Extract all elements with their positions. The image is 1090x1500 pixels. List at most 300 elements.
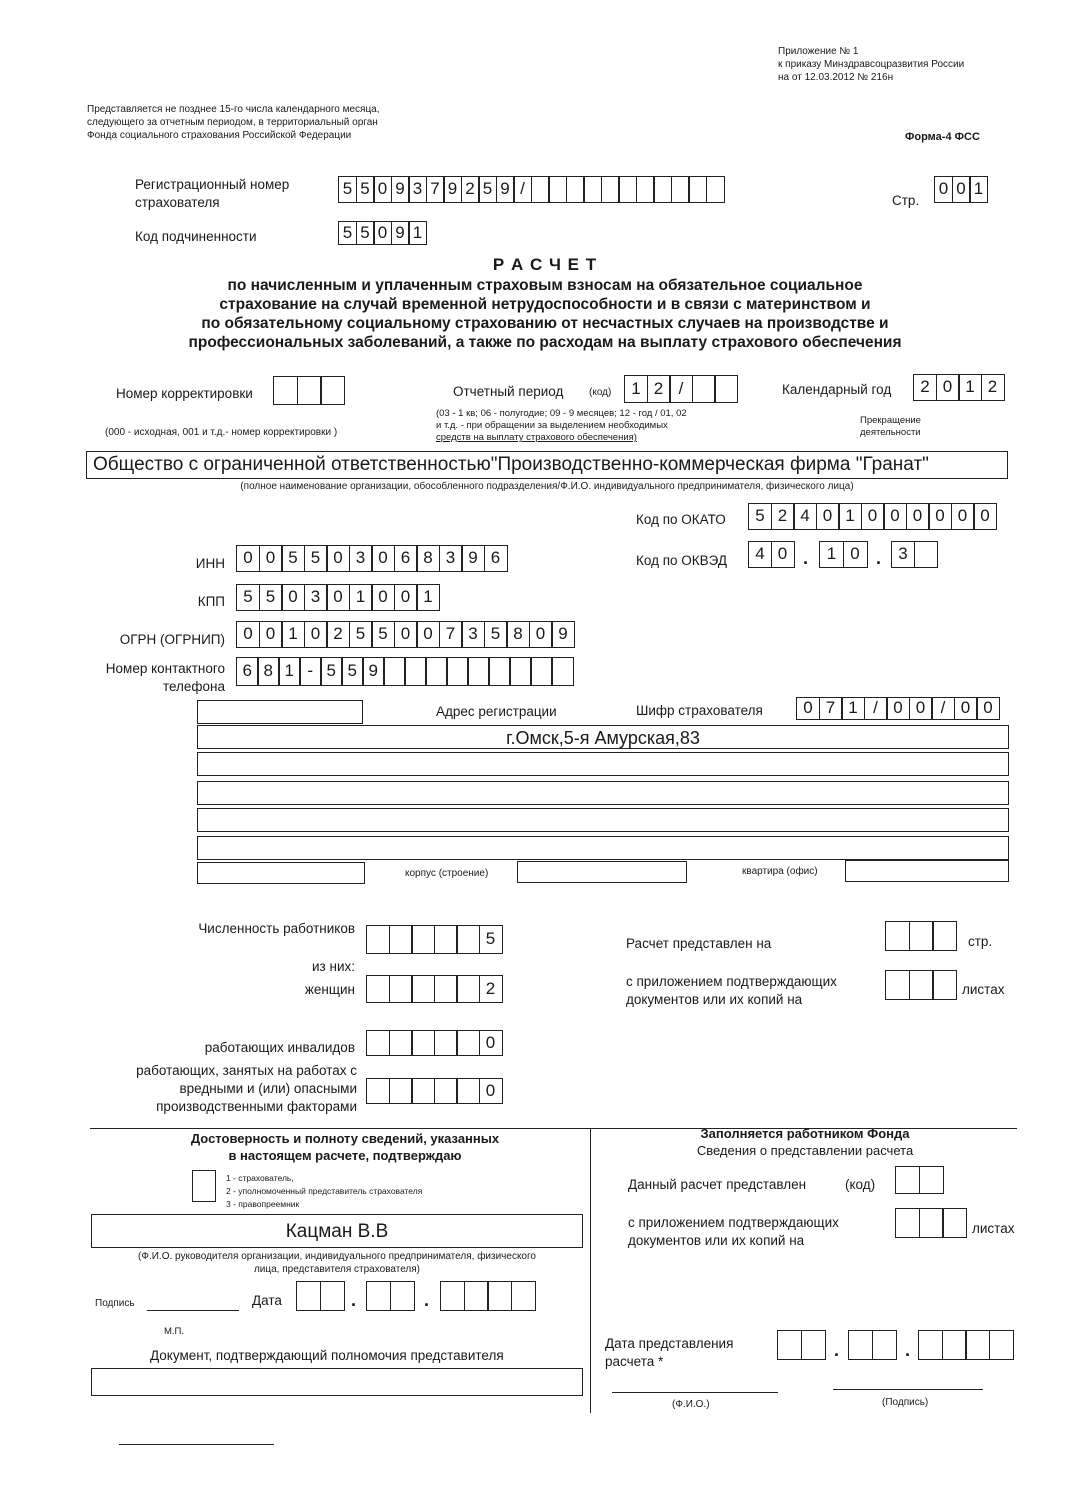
char-cell[interactable]: 8: [506, 621, 530, 648]
char-cell[interactable]: [273, 376, 298, 405]
subordination-label: Код подчиненности: [135, 229, 257, 244]
stamp-label: М.П.: [164, 1326, 185, 1337]
char-cell[interactable]: [411, 1078, 435, 1104]
char-cell[interactable]: [389, 1078, 413, 1104]
char-cell[interactable]: [320, 1281, 345, 1311]
char-cell[interactable]: [872, 1330, 897, 1360]
address-line-field[interactable]: [197, 836, 1009, 860]
document-subtitle: [120, 276, 970, 352]
char-cell[interactable]: 7: [819, 697, 843, 720]
subtitle-line: профессиональных заболеваний, а также по расходам на выплату страхового обеспечения: [188, 334, 902, 351]
char-cell[interactable]: 9: [551, 621, 575, 648]
char-cell[interactable]: [487, 1281, 512, 1311]
subtitle-line: по обязательному социальному страхованию от несчастных случаев на производстве и: [201, 315, 889, 332]
char-cell[interactable]: [383, 657, 406, 686]
role-option: 3 - правопреемник: [226, 1199, 300, 1209]
fund-attach-line: документов или их копий на: [628, 1233, 805, 1248]
char-cell[interactable]: 4: [748, 541, 772, 568]
char-cell[interactable]: [511, 1281, 536, 1311]
year-label: Календарный год: [782, 382, 892, 397]
char-cell[interactable]: 0: [886, 697, 910, 720]
organization-name: Общество с ограниченной ответственностью"Производственно-коммерческая фирма "Гранат": [93, 454, 929, 475]
char-cell[interactable]: 0: [304, 621, 328, 648]
char-cell[interactable]: 0: [936, 374, 960, 401]
char-cell[interactable]: 0: [976, 697, 1000, 720]
char-cell[interactable]: 5: [281, 545, 305, 572]
appendix-line: Приложение № 1: [778, 46, 859, 57]
char-cell[interactable]: 2: [326, 621, 350, 648]
char-cell[interactable]: [932, 970, 957, 1000]
char-cell[interactable]: [366, 1281, 391, 1311]
char-cell[interactable]: 5: [320, 657, 343, 686]
char-cell[interactable]: 6: [394, 545, 418, 572]
char-cell[interactable]: 5: [341, 657, 364, 686]
char-cell[interactable]: 0: [373, 221, 392, 245]
char-cell[interactable]: [688, 176, 707, 203]
char-cell[interactable]: [488, 657, 511, 686]
char-cell[interactable]: 6: [484, 545, 508, 572]
submission-note-line: Представляется не позднее 15-го числа календарного месяца,: [87, 104, 380, 115]
char-cell[interactable]: 0: [416, 621, 440, 648]
signer-name-field[interactable]: [91, 1214, 583, 1248]
char-cell[interactable]: 9: [362, 657, 385, 686]
char-cell[interactable]: 0: [954, 697, 978, 720]
char-cell[interactable]: [919, 1208, 944, 1238]
char-cell[interactable]: 9: [443, 176, 462, 203]
char-cell[interactable]: [706, 176, 725, 203]
fund-date-line: расчета *: [605, 1354, 664, 1369]
char-cell[interactable]: 0: [371, 584, 395, 611]
char-cell[interactable]: [434, 1030, 458, 1056]
phone-label: [60, 660, 225, 696]
char-cell[interactable]: [390, 1281, 415, 1311]
char-cell[interactable]: [467, 657, 490, 686]
women-label: женщин: [304, 982, 355, 997]
date-dot: .: [351, 1290, 357, 1310]
period-note-line: (03 - 1 кв; 06 - полугодие; 09 - 9 месяцев; 12 - год / 01, 02: [436, 408, 687, 419]
char-cell[interactable]: 0: [281, 584, 305, 611]
apartment-field[interactable]: [845, 860, 1009, 882]
char-cell[interactable]: [366, 1078, 390, 1104]
okved-dot: .: [876, 548, 882, 568]
char-cell[interactable]: [909, 970, 934, 1000]
char-cell[interactable]: [989, 1330, 1014, 1360]
char-cell[interactable]: 0: [883, 503, 907, 530]
char-cell[interactable]: 5: [484, 621, 508, 648]
char-cell[interactable]: 0: [529, 621, 553, 648]
year-cells[interactable]: [913, 374, 1005, 401]
char-cell[interactable]: [456, 925, 480, 954]
signer-name: Кацман В.В: [285, 1221, 389, 1242]
char-cell[interactable]: 0: [479, 1030, 503, 1056]
char-cell[interactable]: 5: [349, 621, 373, 648]
fund-date-month[interactable]: [848, 1330, 897, 1360]
period-note: [436, 408, 776, 444]
hazardous-label-line: работающих, занятых на работах с: [136, 1063, 357, 1078]
char-cell[interactable]: 1: [281, 621, 305, 648]
char-cell[interactable]: [456, 975, 480, 1003]
role-option: 2 - уполномоченный представитель страхователя: [226, 1186, 423, 1196]
char-cell[interactable]: 0: [973, 503, 997, 530]
char-cell[interactable]: [296, 1281, 321, 1311]
inn-label: ИНН: [195, 556, 225, 571]
reg-label-line: Регистрационный номер: [135, 177, 290, 192]
address-line-field[interactable]: [197, 752, 1009, 776]
char-cell[interactable]: 0: [909, 697, 933, 720]
char-cell[interactable]: 5: [478, 176, 497, 203]
char-cell[interactable]: [456, 1078, 480, 1104]
char-cell[interactable]: [636, 176, 655, 203]
pages-unit: стр.: [968, 934, 993, 949]
char-cell[interactable]: [192, 1170, 216, 1202]
char-cell[interactable]: [411, 925, 435, 954]
char-cell[interactable]: 3: [408, 176, 427, 203]
reg-number-label: [135, 176, 335, 212]
building-field[interactable]: [517, 861, 687, 883]
char-cell[interactable]: 1: [841, 697, 865, 720]
char-cell[interactable]: [671, 176, 690, 203]
fund-attach-line: с приложением подтверждающих: [628, 1215, 839, 1230]
termination-label: [860, 415, 921, 439]
appendix-note: [778, 45, 1038, 84]
char-cell[interactable]: 5: [304, 545, 328, 572]
char-cell[interactable]: 0: [771, 541, 795, 568]
reg-label-line: страхователя: [135, 195, 220, 210]
char-cell[interactable]: 5: [338, 221, 357, 245]
correction-note: (000 - исходная, 001 и т.д.- номер корректировки ): [105, 427, 338, 438]
char-cell[interactable]: [389, 1030, 413, 1056]
char-cell[interactable]: 5: [479, 925, 503, 954]
char-cell[interactable]: [914, 541, 938, 568]
confirm-date-month[interactable]: [366, 1281, 415, 1311]
char-cell[interactable]: 7: [426, 176, 445, 203]
char-cell[interactable]: /: [931, 697, 955, 720]
char-cell[interactable]: 0: [259, 545, 283, 572]
okved-cells-b[interactable]: [819, 541, 868, 568]
char-cell[interactable]: 0: [326, 545, 350, 572]
submission-note-line: следующего за отчетным периодом, в территориальный орган: [87, 117, 378, 128]
char-cell[interactable]: 3: [891, 541, 915, 568]
char-cell[interactable]: 0: [951, 503, 975, 530]
char-cell[interactable]: 0: [259, 621, 283, 648]
fund-title-line: Сведения о представлении расчета: [696, 1143, 914, 1158]
char-cell[interactable]: [366, 975, 390, 1003]
organization-name-caption: (полное наименование организации, обособленного подразделения/Ф.И.О. индивидуального предпринимателя, физического лица): [240, 481, 854, 492]
confirm-title-line: Достоверность и полноту сведений, указанных: [190, 1131, 500, 1146]
char-cell[interactable]: [653, 176, 672, 203]
char-cell[interactable]: 1: [969, 176, 988, 203]
char-cell[interactable]: 0: [394, 584, 418, 611]
char-cell[interactable]: 0: [952, 176, 971, 203]
document-title: Р А С Ч Е Т: [492, 255, 598, 274]
disabled-cells[interactable]: [366, 1030, 503, 1056]
char-cell[interactable]: [509, 657, 532, 686]
kpp-cells[interactable]: [236, 584, 440, 611]
okved-cells-c[interactable]: [891, 541, 938, 568]
fund-sign-caption: (Подпись): [882, 1397, 929, 1408]
char-cell[interactable]: 3: [461, 621, 485, 648]
char-cell[interactable]: [320, 376, 345, 405]
fund-submitted-label: Данный расчет представлен: [628, 1177, 807, 1192]
women-cells[interactable]: [366, 975, 503, 1003]
role-option: 1 - страхователь,: [226, 1173, 294, 1183]
house-field[interactable]: [197, 862, 365, 884]
char-cell[interactable]: 9: [461, 545, 485, 572]
char-cell[interactable]: [942, 1330, 967, 1360]
char-cell[interactable]: 2: [461, 176, 480, 203]
page-number-cells[interactable]: [934, 176, 988, 203]
attach-unit: листах: [962, 982, 1005, 997]
page-label: Стр.: [892, 193, 920, 208]
char-cell[interactable]: 0: [236, 621, 260, 648]
char-cell[interactable]: 1: [624, 375, 648, 403]
fund-date-label: [605, 1335, 733, 1371]
char-cell[interactable]: 0: [796, 697, 820, 720]
char-cell[interactable]: [456, 1030, 480, 1056]
char-cell[interactable]: [440, 1281, 465, 1311]
char-cell[interactable]: 7: [439, 621, 463, 648]
signature-line[interactable]: [147, 1310, 239, 1311]
char-cell[interactable]: [618, 176, 637, 203]
char-cell[interactable]: 2: [771, 503, 795, 530]
attach-label-line: с приложением подтверждающих: [626, 974, 837, 989]
insurer-code-label: Шифр страхователя: [636, 703, 763, 718]
char-cell[interactable]: 2: [479, 975, 503, 1003]
address-index-field[interactable]: [197, 700, 363, 724]
char-cell[interactable]: [909, 921, 934, 951]
char-cell[interactable]: 5: [236, 584, 260, 611]
char-cell[interactable]: [942, 1208, 967, 1238]
char-cell[interactable]: 5: [338, 176, 357, 203]
char-cell[interactable]: [714, 375, 738, 403]
char-cell[interactable]: 1: [819, 541, 844, 568]
char-cell[interactable]: 5: [356, 221, 375, 245]
confirm-role-box[interactable]: [192, 1170, 216, 1202]
period-note-line: средств на выплату страхового обеспечения): [436, 432, 637, 443]
char-cell[interactable]: [446, 657, 469, 686]
fund-date-day[interactable]: [777, 1330, 826, 1360]
char-cell[interactable]: [389, 925, 413, 954]
okved-label: Код по ОКВЭД: [636, 553, 728, 568]
char-cell[interactable]: 6: [236, 657, 259, 686]
address-label: Адрес регистрации: [436, 704, 557, 719]
char-cell[interactable]: 0: [843, 541, 868, 568]
char-cell[interactable]: [692, 375, 716, 403]
char-cell[interactable]: [965, 1330, 990, 1360]
confirm-date-day[interactable]: [296, 1281, 345, 1311]
okato-label: Код по ОКАТО: [636, 512, 726, 527]
subtitle-line: по начисленным и уплаченным страховым взносам на обязательное социальное: [227, 277, 863, 294]
char-cell[interactable]: 2: [647, 375, 671, 403]
confirm-roles: [226, 1172, 422, 1211]
hazardous-label-line: производственными факторами: [156, 1099, 357, 1114]
confirm-title: [160, 1130, 530, 1164]
char-cell[interactable]: -: [299, 657, 322, 686]
char-cell[interactable]: 0: [928, 503, 952, 530]
fund-fio-caption: (Ф.И.О.): [672, 1399, 710, 1410]
char-cell[interactable]: [848, 1330, 873, 1360]
char-cell[interactable]: [551, 657, 574, 686]
pages-label: Расчет представлен на: [626, 936, 772, 951]
char-cell[interactable]: [411, 975, 435, 1003]
char-cell[interactable]: 0: [373, 176, 392, 203]
char-cell[interactable]: [464, 1281, 489, 1311]
fund-title: [640, 1125, 970, 1159]
char-cell[interactable]: 1: [349, 584, 373, 611]
correction-label: Номер корректировки: [116, 386, 253, 401]
fund-fio-line[interactable]: [612, 1392, 778, 1393]
period-label: Отчетный период: [453, 384, 564, 399]
char-cell[interactable]: 1: [408, 221, 427, 245]
char-cell[interactable]: [601, 176, 620, 203]
authority-doc-field[interactable]: [91, 1368, 583, 1396]
reg-number-cells[interactable]: [338, 176, 725, 203]
confirm-date-year[interactable]: [440, 1281, 536, 1311]
char-cell[interactable]: 1: [838, 503, 862, 530]
char-cell[interactable]: [932, 921, 957, 951]
char-cell[interactable]: [885, 921, 910, 951]
char-cell[interactable]: /: [669, 375, 693, 403]
char-cell[interactable]: [548, 176, 567, 203]
char-cell[interactable]: 0: [816, 503, 840, 530]
char-cell[interactable]: [434, 925, 458, 954]
okved-dot: .: [803, 548, 809, 568]
char-cell[interactable]: 5: [371, 621, 395, 648]
char-cell[interactable]: [919, 1166, 944, 1194]
char-cell[interactable]: 5: [748, 503, 772, 530]
hazardous-cells[interactable]: [366, 1078, 503, 1104]
char-cell[interactable]: 9: [391, 221, 410, 245]
char-cell[interactable]: 2: [913, 374, 937, 401]
fund-attach-label: [628, 1214, 839, 1250]
char-cell[interactable]: 9: [391, 176, 410, 203]
char-cell[interactable]: 3: [304, 584, 328, 611]
char-cell[interactable]: 0: [236, 545, 260, 572]
address-line-field[interactable]: [197, 781, 1009, 805]
char-cell[interactable]: [801, 1330, 826, 1360]
attach-label: [626, 973, 837, 1009]
char-cell[interactable]: 3: [349, 545, 373, 572]
char-cell[interactable]: 0: [394, 621, 418, 648]
char-cell[interactable]: [389, 975, 413, 1003]
hazardous-label: [60, 1062, 357, 1116]
termination-line: Прекращение: [860, 415, 921, 426]
appendix-line: на от 12.03.2012 № 216н: [778, 72, 894, 83]
employees-cells[interactable]: [366, 925, 503, 954]
char-cell[interactable]: 9: [496, 176, 515, 203]
char-cell[interactable]: [583, 176, 602, 203]
apartment-label: квартира (офис): [742, 866, 818, 877]
period-code-cells[interactable]: [624, 375, 738, 403]
char-cell[interactable]: [885, 970, 910, 1000]
ogrn-cells[interactable]: [236, 621, 575, 648]
char-cell[interactable]: 0: [371, 545, 395, 572]
fund-date-year[interactable]: [918, 1330, 1014, 1360]
char-cell[interactable]: [531, 176, 550, 203]
char-cell[interactable]: 0: [326, 584, 350, 611]
char-cell[interactable]: [434, 1078, 458, 1104]
okato-cells[interactable]: [748, 503, 997, 530]
char-cell[interactable]: [895, 1166, 920, 1194]
attach-cells[interactable]: [885, 970, 957, 1000]
char-cell[interactable]: [895, 1208, 920, 1238]
footnote-line: [119, 1444, 274, 1445]
appendix-line: к приказу Минздравсоцразвития России: [778, 59, 965, 70]
date-dot: .: [905, 1340, 911, 1360]
char-cell[interactable]: [434, 975, 458, 1003]
char-cell[interactable]: [777, 1330, 802, 1360]
address-line-field[interactable]: [197, 808, 1009, 832]
char-cell[interactable]: 5: [356, 176, 375, 203]
char-cell[interactable]: 0: [861, 503, 885, 530]
char-cell[interactable]: [366, 1030, 390, 1056]
okved-cells-a[interactable]: [748, 541, 795, 568]
fund-attach-cells[interactable]: [895, 1208, 967, 1238]
char-cell[interactable]: 0: [934, 176, 953, 203]
phone-label-line: телефона: [162, 679, 225, 694]
char-cell[interactable]: 0: [906, 503, 930, 530]
char-cell[interactable]: 8: [416, 545, 440, 572]
confirm-date-label: Дата: [252, 1293, 282, 1308]
subordination-cells[interactable]: [338, 221, 427, 245]
char-cell[interactable]: [411, 1030, 435, 1056]
char-cell[interactable]: 1: [958, 374, 982, 401]
ogrn-label: ОГРН (ОГРНИП): [119, 632, 225, 647]
disabled-label: работающих инвалидов: [204, 1040, 355, 1055]
fund-sign-line[interactable]: [833, 1389, 983, 1390]
char-cell[interactable]: 5: [259, 584, 283, 611]
char-cell[interactable]: 3: [439, 545, 463, 572]
fund-date-line: Дата представления: [605, 1336, 734, 1351]
char-cell[interactable]: [566, 176, 585, 203]
char-cell[interactable]: [918, 1330, 943, 1360]
of-them-label: из них:: [312, 959, 355, 974]
fund-code-cells[interactable]: [895, 1166, 944, 1194]
organization-name-field[interactable]: [86, 451, 1008, 479]
char-cell[interactable]: 4: [793, 503, 817, 530]
char-cell[interactable]: 0: [479, 1078, 503, 1104]
attach-label-line: документов или их копий на: [626, 992, 803, 1007]
signer-caption-line: лица, представителя страхователя): [253, 1264, 421, 1275]
char-cell[interactable]: [297, 376, 322, 405]
address-line-field[interactable]: [197, 725, 1009, 749]
inn-cells[interactable]: [236, 545, 508, 572]
char-cell[interactable]: /: [513, 176, 532, 203]
fund-attach-unit: листах: [972, 1221, 1015, 1236]
char-cell[interactable]: [366, 925, 390, 954]
authority-doc-label: Документ, подтверждающий полномочия представителя: [150, 1348, 504, 1363]
insurer-code-cells[interactable]: [796, 697, 1000, 720]
char-cell[interactable]: /: [864, 697, 888, 720]
confirm-title-line: в настоящем расчете, подтверждаю: [228, 1148, 462, 1163]
char-cell[interactable]: 8: [257, 657, 280, 686]
submission-note: [87, 103, 487, 142]
char-cell[interactable]: [530, 657, 553, 686]
char-cell[interactable]: [404, 657, 427, 686]
address-line: г.Омск,5-я Амурская,83: [506, 728, 700, 748]
date-dot: .: [424, 1290, 430, 1310]
correction-cells[interactable]: [273, 376, 345, 405]
char-cell[interactable]: [425, 657, 448, 686]
subtitle-line: страхование на случай временной нетрудоспособности и в связи с материнством и: [219, 296, 871, 313]
char-cell[interactable]: 2: [981, 374, 1005, 401]
phone-cells[interactable]: [236, 657, 574, 686]
phone-label-line: Номер контактного: [105, 661, 225, 676]
char-cell[interactable]: 1: [278, 657, 301, 686]
char-cell[interactable]: 1: [416, 584, 440, 611]
fund-title-line: Заполняется работником Фонда: [700, 1126, 910, 1141]
pages-cells[interactable]: [885, 921, 957, 951]
